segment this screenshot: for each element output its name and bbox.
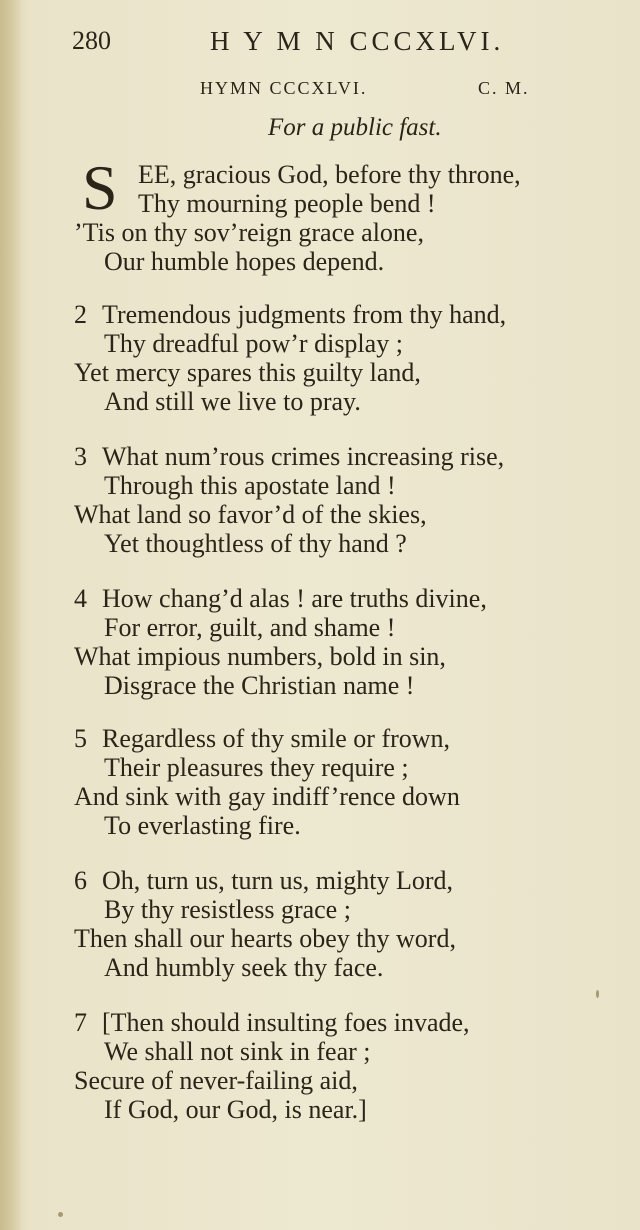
verse-line: Then shall our hearts obey thy word, (74, 924, 456, 953)
verse-line (74, 866, 614, 895)
verse-line: ’Tis on thy sov’reign grace alone, (74, 218, 424, 247)
stanza-4 (74, 584, 614, 700)
hymn-heading (200, 78, 560, 99)
hymn-occasion: For a public fast. (268, 114, 442, 141)
verse-line: Thy dreadful pow’r display ; (104, 329, 403, 358)
verse-line: And sink with gay indiff’rence down (74, 782, 460, 811)
verse-line: Disgrace the Christian name ! (104, 671, 415, 700)
stanza-3 (74, 442, 614, 558)
verse-line: Our humble hopes depend. (104, 247, 385, 276)
verse-line (74, 584, 614, 613)
verse-text: [Then should insulting foes invade, (102, 1008, 470, 1037)
drop-cap: S (82, 152, 118, 223)
verse-line: And still we live to pray. (104, 387, 361, 416)
verse-line (74, 724, 614, 753)
running-head (72, 26, 550, 60)
hymn-meter: C. M. (478, 78, 530, 98)
stanza-5 (74, 724, 614, 840)
stanza-number: 7 (74, 1008, 87, 1037)
stanza-number: 6 (74, 866, 87, 895)
verse-line (74, 442, 614, 471)
verse-line: EE, gracious God, before thy throne, (138, 160, 521, 189)
verse-line: And humbly seek thy face. (104, 953, 384, 982)
verse-line: We shall not sink in fear ; (104, 1037, 371, 1066)
page-gutter-shadow (0, 0, 22, 1230)
verse-line: Thy mourning people bend ! (138, 189, 436, 218)
hymn-number: HYMN CCCXLVI. (200, 78, 368, 98)
verse-line: Through this apostate land ! (104, 471, 396, 500)
page-number: 280 (72, 26, 111, 55)
verse-text: What num’rous crimes increasing rise, (102, 442, 505, 471)
stanza-6 (74, 866, 614, 982)
verse-line: What impious numbers, bold in sin, (74, 642, 446, 671)
verse-text: How chang’d alas ! are truths divine, (102, 584, 487, 613)
verse-line: For error, guilt, and shame ! (104, 613, 396, 642)
verse-line: Secure of never-failing aid, (74, 1066, 358, 1095)
verse-line (74, 300, 614, 329)
stanza-2 (74, 300, 614, 416)
stanza-7 (74, 1008, 614, 1124)
verse-line: What land so favor’d of the skies, (74, 500, 427, 529)
verse-line: To everlasting fire. (104, 811, 301, 840)
running-title: H Y M N CCCXLVI. (210, 26, 505, 56)
verse-line: Yet thoughtless of thy hand ? (104, 529, 407, 558)
verse-text: Tremendous judgments from thy hand, (102, 300, 507, 329)
verse-line: Their pleasures they require ; (104, 753, 409, 782)
verse-line: If God, our God, is near.] (104, 1095, 367, 1124)
verse-line: Yet mercy spares this guilty land, (74, 358, 421, 387)
stanza-number: 4 (74, 584, 87, 613)
paper-speck (596, 990, 599, 998)
verse-text: Oh, turn us, turn us, mighty Lord, (102, 866, 453, 895)
verse-line: By thy resistless grace ; (104, 895, 351, 924)
stanza-number: 5 (74, 724, 87, 753)
stanza-number: 2 (74, 300, 87, 329)
verse-text: Regardless of thy smile or frown, (102, 724, 451, 753)
stanza-number: 3 (74, 442, 87, 471)
paper-speck (58, 1212, 63, 1217)
stanza-1 (74, 152, 614, 276)
verse-line (74, 1008, 614, 1037)
